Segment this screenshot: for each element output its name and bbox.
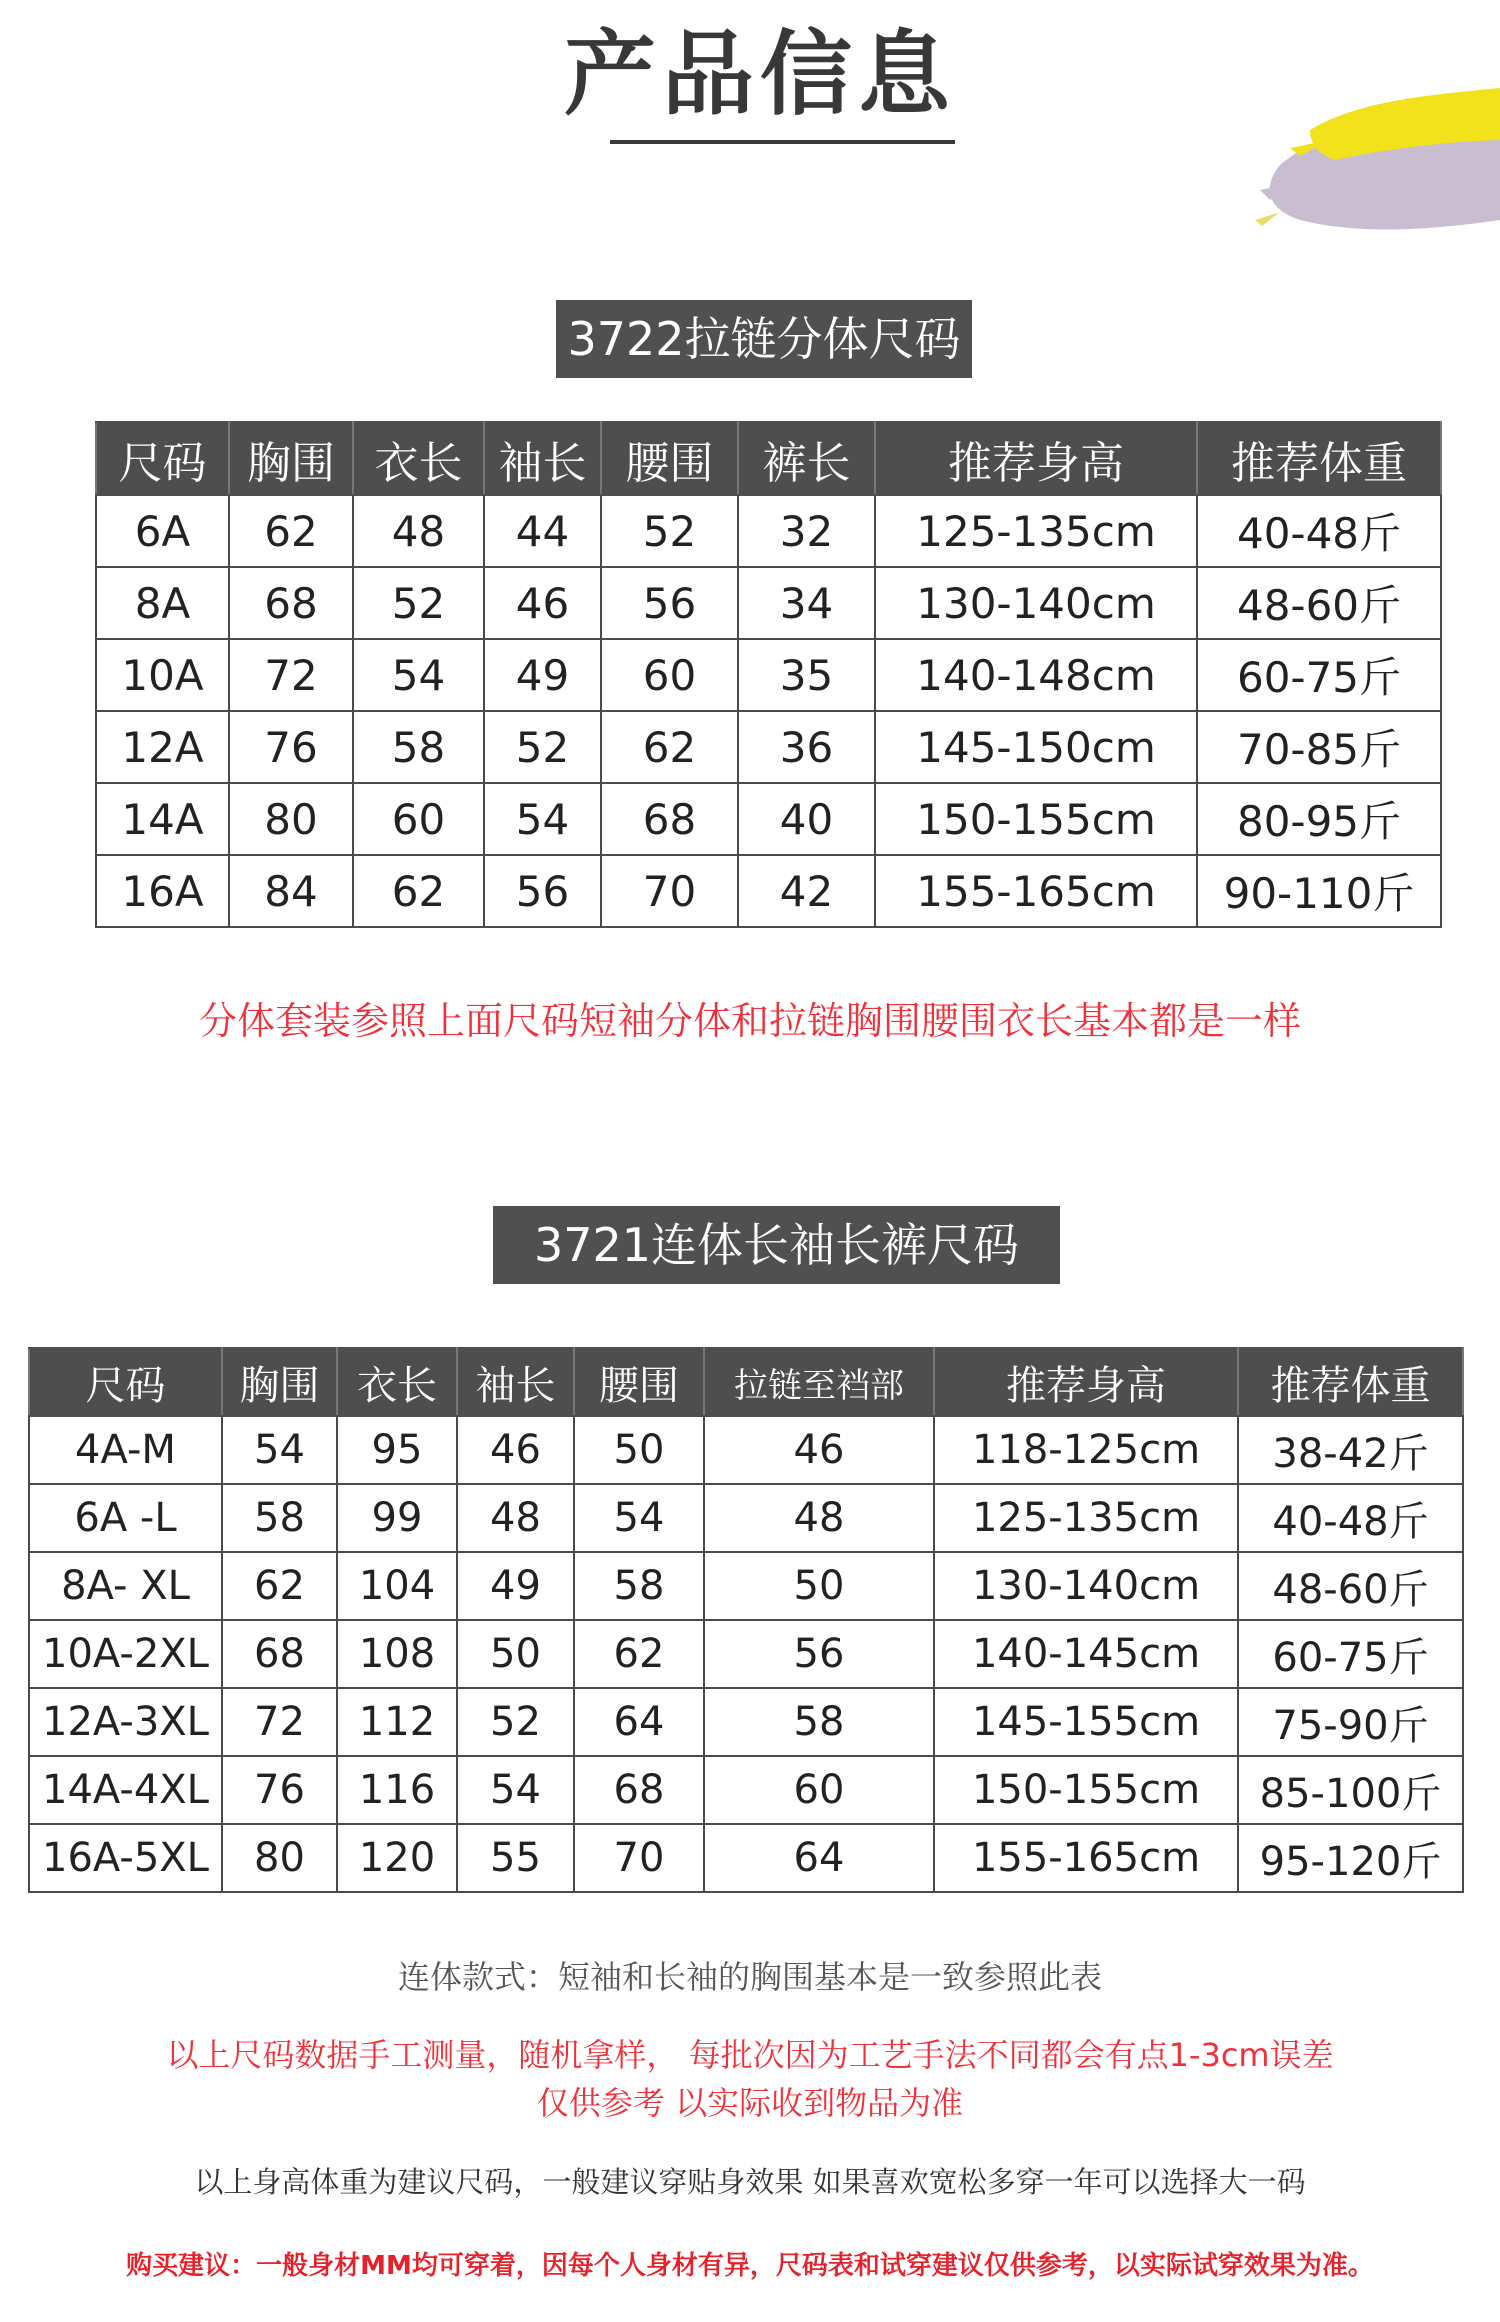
table-cell: 48-60斤: [1238, 1552, 1463, 1620]
table-cell: 48-60斤: [1197, 567, 1441, 639]
table-row: [29, 1688, 1463, 1756]
table-cell: 112: [337, 1688, 457, 1756]
onepiece-size-badge: 3721连体长袖长裤尺码: [493, 1206, 1060, 1284]
table-cell: 80: [229, 783, 353, 855]
table-cell: 62: [574, 1620, 704, 1688]
purchase-advice-note: 购买建议：一般身材MM均可穿着，因每个人身材有异，尺码表和试穿建议仅供参考，以实际试穿效果为准。: [126, 2251, 1374, 2281]
table-cell: 58: [574, 1552, 704, 1620]
table-cell: 58: [222, 1484, 337, 1552]
table-cell: 75-90斤: [1238, 1688, 1463, 1756]
table-cell: 155-165cm: [875, 855, 1197, 927]
table-cell: 36: [738, 711, 875, 783]
table-cell: 60-75斤: [1197, 639, 1441, 711]
table-cell: 52: [601, 495, 738, 567]
table-cell: 72: [222, 1688, 337, 1756]
table-row: [29, 1416, 1463, 1484]
table-cell: 150-155cm: [934, 1756, 1238, 1824]
header-chest: 胸围: [229, 422, 353, 495]
table-row: [29, 1552, 1463, 1620]
table-cell: 14A: [96, 783, 229, 855]
table-cell: 140-148cm: [875, 639, 1197, 711]
header-height: 推荐身高: [934, 1348, 1238, 1416]
table-cell: 60: [353, 783, 484, 855]
table-cell: 90-110斤: [1197, 855, 1441, 927]
table-cell: 60: [601, 639, 738, 711]
table-cell: 44: [484, 495, 601, 567]
table-cell: 48: [353, 495, 484, 567]
split-size-table: [95, 421, 1442, 928]
table-cell: 14A-4XL: [29, 1756, 222, 1824]
table-row: [29, 1620, 1463, 1688]
onepiece-size-table: [28, 1347, 1464, 1893]
table-cell: 70: [601, 855, 738, 927]
table-cell: 56: [601, 567, 738, 639]
table-cell: 50: [457, 1620, 574, 1688]
table-header-row: [29, 1348, 1463, 1416]
table-cell: 56: [484, 855, 601, 927]
table-cell: 64: [574, 1688, 704, 1756]
header-chest: 胸围: [222, 1348, 337, 1416]
table-cell: 58: [353, 711, 484, 783]
table-cell: 52: [484, 711, 601, 783]
table-cell: 62: [229, 495, 353, 567]
table-cell: 70-85斤: [1197, 711, 1441, 783]
onepiece-style-note: 连体款式：短袖和长袖的胸围基本是一致参照此表: [397, 1958, 1102, 1996]
table-cell: 8A- XL: [29, 1552, 222, 1620]
header-zip-to-crotch: 拉链至裆部: [704, 1348, 934, 1416]
table-cell: 16A-5XL: [29, 1824, 222, 1892]
table-cell: 54: [484, 783, 601, 855]
table-cell: 35: [738, 639, 875, 711]
table-cell: 118-125cm: [934, 1416, 1238, 1484]
table-cell: 64: [704, 1824, 934, 1892]
header-height: 推荐身高: [875, 422, 1197, 495]
table-cell: 54: [457, 1756, 574, 1824]
header-length: 衣长: [337, 1348, 457, 1416]
header-pants-length: 裤长: [738, 422, 875, 495]
table-cell: 125-135cm: [934, 1484, 1238, 1552]
table-cell: 108: [337, 1620, 457, 1688]
table-cell: 4A-M: [29, 1416, 222, 1484]
table-row: [29, 1484, 1463, 1552]
page-title: 产品信息: [563, 21, 956, 128]
table-cell: 99: [337, 1484, 457, 1552]
header-weight: 推荐体重: [1197, 422, 1441, 495]
table-cell: 6A: [96, 495, 229, 567]
table-row: [29, 1824, 1463, 1892]
table-cell: 95-120斤: [1238, 1824, 1463, 1892]
table-cell: 72: [229, 639, 353, 711]
table-cell: 34: [738, 567, 875, 639]
table-cell: 32: [738, 495, 875, 567]
table-cell: 60-75斤: [1238, 1620, 1463, 1688]
table-cell: 80-95斤: [1197, 783, 1441, 855]
table-cell: 68: [229, 567, 353, 639]
header-length: 衣长: [353, 422, 484, 495]
table-cell: 145-150cm: [875, 711, 1197, 783]
table-cell: 52: [353, 567, 484, 639]
brush-stroke-decoration: [1240, 70, 1500, 240]
table-cell: 60: [704, 1756, 934, 1824]
table-cell: 12A: [96, 711, 229, 783]
table-cell: 84: [229, 855, 353, 927]
header-waist: 腰围: [601, 422, 738, 495]
table-cell: 40-48斤: [1238, 1484, 1463, 1552]
table-cell: 68: [222, 1620, 337, 1688]
table-cell: 46: [704, 1416, 934, 1484]
table-row: [96, 855, 1441, 927]
table-cell: 50: [704, 1552, 934, 1620]
table-cell: 150-155cm: [875, 783, 1197, 855]
table-cell: 76: [222, 1756, 337, 1824]
split-size-note: 分体套装参照上面尺码短袖分体和拉链胸围腰围衣长基本都是一样: [198, 999, 1301, 1043]
header-sleeve: 袖长: [484, 422, 601, 495]
table-cell: 10A: [96, 639, 229, 711]
header-size: 尺码: [96, 422, 229, 495]
table-cell: 62: [222, 1552, 337, 1620]
table-row: [96, 495, 1441, 567]
table-cell: 54: [222, 1416, 337, 1484]
header-weight: 推荐体重: [1238, 1348, 1463, 1416]
table-cell: 140-145cm: [934, 1620, 1238, 1688]
table-cell: 76: [229, 711, 353, 783]
table-row: [96, 711, 1441, 783]
table-cell: 46: [457, 1416, 574, 1484]
measurement-note-line1: 以上尺码数据手工测量，随机拿样， 每批次因为工艺手法不同都会有点1-3cm误差: [166, 2036, 1334, 2074]
table-cell: 48: [704, 1484, 934, 1552]
table-cell: 62: [601, 711, 738, 783]
table-cell: 125-135cm: [875, 495, 1197, 567]
table-cell: 54: [574, 1484, 704, 1552]
table-header-row: [96, 422, 1441, 495]
table-cell: 46: [484, 567, 601, 639]
table-cell: 80: [222, 1824, 337, 1892]
table-cell: 70: [574, 1824, 704, 1892]
table-cell: 38-42斤: [1238, 1416, 1463, 1484]
table-cell: 48: [457, 1484, 574, 1552]
measurement-note-line2: 仅供参考 以实际收到物品为准: [536, 2084, 964, 2122]
table-cell: 8A: [96, 567, 229, 639]
table-cell: 155-165cm: [934, 1824, 1238, 1892]
table-cell: 42: [738, 855, 875, 927]
table-cell: 62: [353, 855, 484, 927]
header-waist: 腰围: [574, 1348, 704, 1416]
table-cell: 120: [337, 1824, 457, 1892]
table-cell: 10A-2XL: [29, 1620, 222, 1688]
table-cell: 55: [457, 1824, 574, 1892]
table-cell: 56: [704, 1620, 934, 1688]
table-cell: 116: [337, 1756, 457, 1824]
table-cell: 130-140cm: [875, 567, 1197, 639]
header-sleeve: 袖长: [457, 1348, 574, 1416]
table-cell: 145-155cm: [934, 1688, 1238, 1756]
size-advice-note: 以上身高体重为建议尺码，一般建议穿贴身效果 如果喜欢宽松多穿一年可以选择大一码: [194, 2165, 1306, 2199]
table-cell: 16A: [96, 855, 229, 927]
table-row: [96, 639, 1441, 711]
table-cell: 68: [574, 1756, 704, 1824]
table-cell: 40: [738, 783, 875, 855]
table-cell: 49: [457, 1552, 574, 1620]
table-cell: 68: [601, 783, 738, 855]
table-cell: 104: [337, 1552, 457, 1620]
header-size: 尺码: [29, 1348, 222, 1416]
table-row: [29, 1756, 1463, 1824]
table-cell: 50: [574, 1416, 704, 1484]
table-cell: 130-140cm: [934, 1552, 1238, 1620]
table-cell: 85-100斤: [1238, 1756, 1463, 1824]
title-underline: [610, 140, 955, 144]
table-cell: 49: [484, 639, 601, 711]
table-cell: 95: [337, 1416, 457, 1484]
table-cell: 40-48斤: [1197, 495, 1441, 567]
table-cell: 6A -L: [29, 1484, 222, 1552]
table-row: [96, 567, 1441, 639]
table-cell: 58: [704, 1688, 934, 1756]
table-cell: 52: [457, 1688, 574, 1756]
table-cell: 12A-3XL: [29, 1688, 222, 1756]
table-cell: 54: [353, 639, 484, 711]
split-size-badge: 3722拉链分体尺码: [556, 300, 972, 378]
table-row: [96, 783, 1441, 855]
